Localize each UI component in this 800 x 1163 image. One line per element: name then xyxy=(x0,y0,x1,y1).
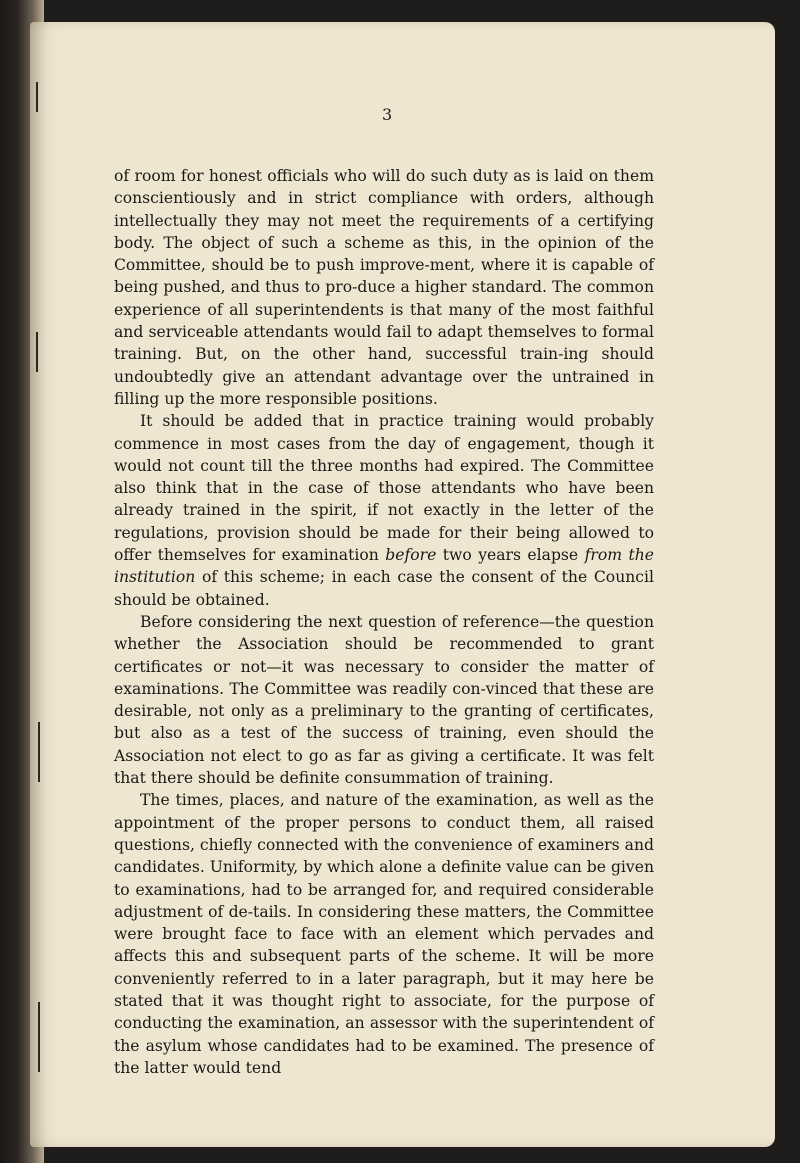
margin-mark xyxy=(38,1002,40,1072)
body-text xyxy=(114,165,654,1079)
paragraph: Before considering the next question of reference—the question whether the Association should be recommended to grant certificates or not—it was necessary to consider the matter of examinations. The Committee was readily con-vinced that these are desirable, not only as a preliminary to the granting of certificates, but also as a test of the success of training, even should the Association not elect to go as far as giving a certificate. It was felt that there should be definite consummation of training. xyxy=(114,612,654,788)
paragraph: It should be added that in practice training would probably commence in most cases from the day of engagement, though it would not count till the three months had expired. The Committee also think that in the case of those attendants who have been already trained in the spirit, if not exactly in the letter of the regulations, provision should be made for their being allowed to offer themselves for examination before two years elapse from the institution of this scheme; in each case the consent of the Council should be obtained. xyxy=(114,412,654,609)
italic-text: before xyxy=(385,546,437,565)
paragraph: The times, places, and nature of the examination, as well as the appointment of the proper persons to conduct them, all raised questions, chiefly connected with the convenience of examiners and candidates. Uniformity, by which alone a definite value can be given to examinations, had to be arranged for, and required considerable adjustment of de-tails. In considering these matters, the Committee were brought face to face with an element which pervades and affects this and subsequent parts of the scheme. It will be more conveniently referred to in a later paragraph, but it may here be stated that it was thought right to associate, for the purpose of conducting the examination, an assessor with the superintendent of the asylum whose candidates had to be examined. The presence of the latter would tend xyxy=(114,791,654,1077)
margin-mark xyxy=(38,722,40,782)
margin-mark xyxy=(36,332,38,372)
page-number: 3 xyxy=(382,105,393,124)
italic-text: from the institution xyxy=(114,546,654,587)
paragraph: of room for honest officials who will do such duty as is laid on them conscientiously and in strict compliance with orders, although intellectually they may not meet the requirements of a certifying body. The object of such a scheme as this, in the opinion of the Committee, should be to push improve-ment, where it is capable of being pushed, and thus to pro-duce a higher standard. The common experience of all superintendents is that many of the most faithful and serviceable attendants would fail to adapt themselves to formal training. But, on the other hand, successful train-ing should undoubtedly give an attendant advantage over the untrained in filling up the more responsible positions. xyxy=(114,167,654,408)
margin-mark xyxy=(36,82,38,112)
